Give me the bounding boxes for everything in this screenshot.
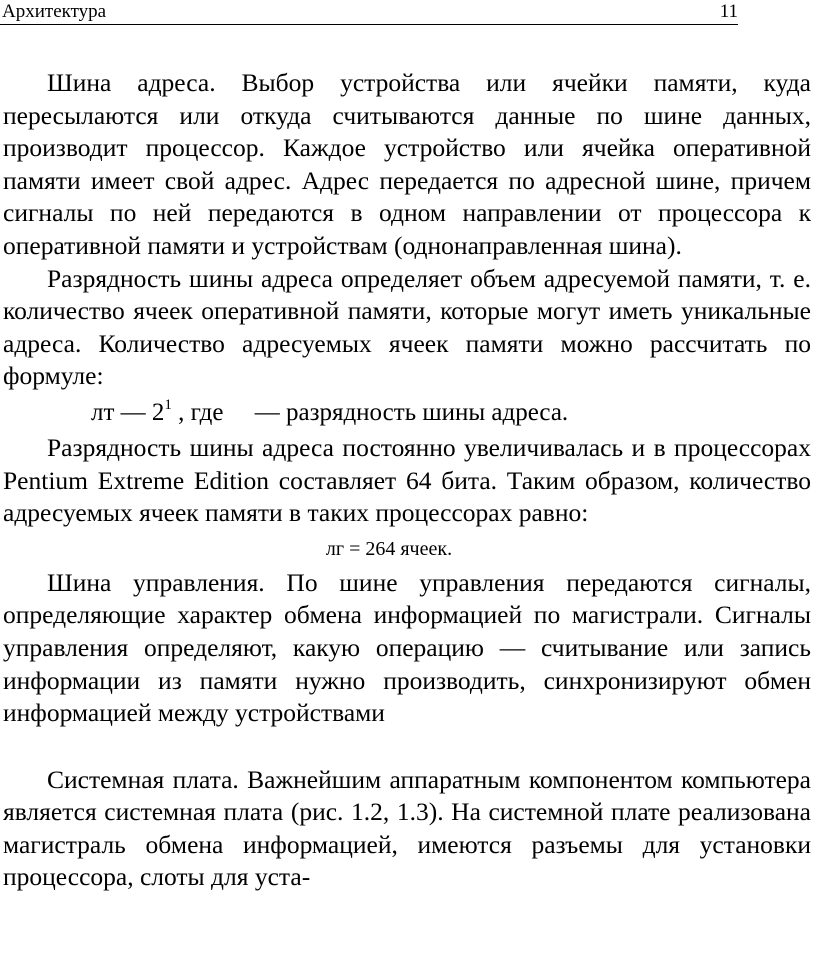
page-header xyxy=(0,0,738,25)
running-title: Архитектура xyxy=(2,1,107,22)
paragraph-address-width: Разрядность шины адреса определяет объем адресуемой памяти, т. е. количество ячеек оперативной памяти, которые могут иметь уникальные адреса. Количество адресуемых ячеек памяти можно рассчитать по формуле: xyxy=(3,263,811,391)
page-body xyxy=(3,67,811,894)
paragraph-pentium: Разрядность шины адреса постоянно увеличивалась и в процессорах Pentium Extreme Edition составляет 64 бита. Таким образом, количество адресуемых ячеек памяти в таких процессорах равно: xyxy=(3,432,811,528)
paragraph-control-bus: Шина управления. По шине управления передаются сигналы, определяющие характер обмена информацией по магистрали. Сигналы управления определяют, какую операцию — считывание или запись информации из памяти нужно производить, синхронизируют обмен информацией между устройствами xyxy=(3,567,811,728)
paragraph-address-bus: Шина адреса. Выбор устройства или ячейки памяти, куда пересылаются или откуда считываются данные по шине данных, производит процессор. Каждое устройство или ячейка оперативной памяти имеет свой адрес. Адрес передается по адресной шине, причем сигналы по ней передаются в одном направлении от процессора к оперативной памяти и устройствам (однонаправленная шина). xyxy=(3,68,811,260)
formula-left: лт — 2 xyxy=(91,398,165,426)
formula-exponent: 1 xyxy=(164,396,172,413)
paragraph-motherboard: Системная плата. Важнейшим аппаратным компонентом компьютера является системная плата (рис. 1.2, 1.3). На системной плате реализована магистраль обмена информацией, имеются разъемы для установки процессора, слоты для уста- xyxy=(3,764,811,892)
paragraph-gap xyxy=(3,730,811,764)
formula-cell-count: лг = 264 ячеек. xyxy=(325,537,453,560)
formula-addressable-cells xyxy=(3,394,811,432)
page-number: 11 xyxy=(719,1,738,22)
formula-right: , где — разрядность шины адреса. xyxy=(171,398,569,426)
